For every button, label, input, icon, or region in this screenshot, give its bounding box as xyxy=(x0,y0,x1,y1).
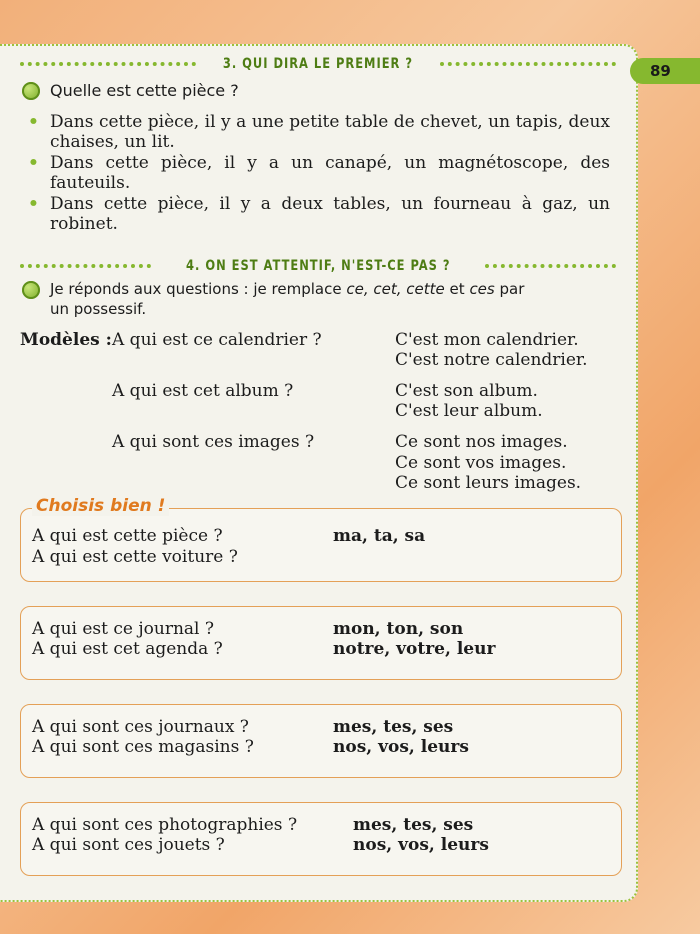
instruction-word: cet, xyxy=(373,280,402,298)
model-answer: C'est leur album. xyxy=(395,401,543,421)
list-item-text: Dans cette pièce, il y a une petite table de chevet, un tapis, deux chaises, un lit. xyxy=(50,112,610,152)
choisis-bien-label: Choisis bien ! xyxy=(32,496,169,516)
model-answer: C'est mon calendrier. xyxy=(395,330,579,350)
section-3-title: 3. QUI DIRA LE PREMIER ? xyxy=(222,56,414,72)
instruction-word: et xyxy=(449,280,465,298)
list-item-text: Dans cette pièce, il y a un canapé, un magnétoscope, des fauteuils. xyxy=(50,153,610,193)
model-question: A qui est ce calendrier ? xyxy=(112,330,322,350)
page-number: 89 xyxy=(630,58,700,84)
choice-question: A qui est cet agenda ? xyxy=(32,639,223,659)
instruction-word: ce, xyxy=(346,280,369,298)
section-4-instruction-line2: un possessif. xyxy=(50,300,147,318)
choice-question: A qui est ce journal ? xyxy=(32,619,214,639)
choice-options: notre, votre, leur xyxy=(333,639,496,659)
choice-options: nos, vos, leurs xyxy=(353,835,489,855)
choice-question: A qui sont ces journaux ? xyxy=(32,717,249,737)
model-answer: Ce sont leurs images. xyxy=(395,473,582,493)
model-question: A qui est cet album ? xyxy=(112,381,294,401)
models-label: Modèles : xyxy=(20,330,112,350)
choice-question: A qui sont ces jouets ? xyxy=(32,835,225,855)
model-question: A qui sont ces images ? xyxy=(112,432,315,452)
instruction-word: par xyxy=(499,280,525,298)
section-4-title: 4. ON EST ATTENTIF, N'EST-CE PAS ? xyxy=(185,258,451,274)
instruction-word: ces xyxy=(469,280,495,298)
section-3-instruction: Quelle est cette pièce ? xyxy=(50,81,239,100)
exercise-bullet-icon xyxy=(22,281,40,299)
instruction-text: Je réponds aux questions : je remplace xyxy=(50,280,342,298)
instruction-word: cette xyxy=(406,280,445,298)
exercise-bullet-icon xyxy=(22,82,40,100)
model-answer: Ce sont nos images. xyxy=(395,432,568,452)
choice-options: mes, tes, ses xyxy=(333,717,454,737)
choice-question: A qui est cette voiture ? xyxy=(32,547,238,567)
dotted-rule xyxy=(485,264,616,268)
choice-options: mon, ton, son xyxy=(333,619,464,639)
model-answer: Ce sont vos images. xyxy=(395,453,567,473)
section-3-header xyxy=(20,54,616,74)
choice-question: A qui sont ces magasins ? xyxy=(32,737,254,757)
choice-question: A qui sont ces photographies ? xyxy=(32,815,298,835)
model-answer: C'est son album. xyxy=(395,381,538,401)
section-4-header xyxy=(20,256,616,276)
model-answer: C'est notre calendrier. xyxy=(395,350,588,370)
choice-options: ma, ta, sa xyxy=(333,526,426,546)
dotted-rule xyxy=(20,62,196,66)
dotted-rule xyxy=(440,62,616,66)
dotted-rule xyxy=(20,264,151,268)
list-item-text: Dans cette pièce, il y a deux tables, un fourneau à gaz, un robinet. xyxy=(50,194,610,234)
section-4-instruction xyxy=(50,279,524,299)
choice-question: A qui est cette pièce ? xyxy=(32,526,223,546)
choice-options: mes, tes, ses xyxy=(353,815,474,835)
choice-options: nos, vos, leurs xyxy=(333,737,469,757)
